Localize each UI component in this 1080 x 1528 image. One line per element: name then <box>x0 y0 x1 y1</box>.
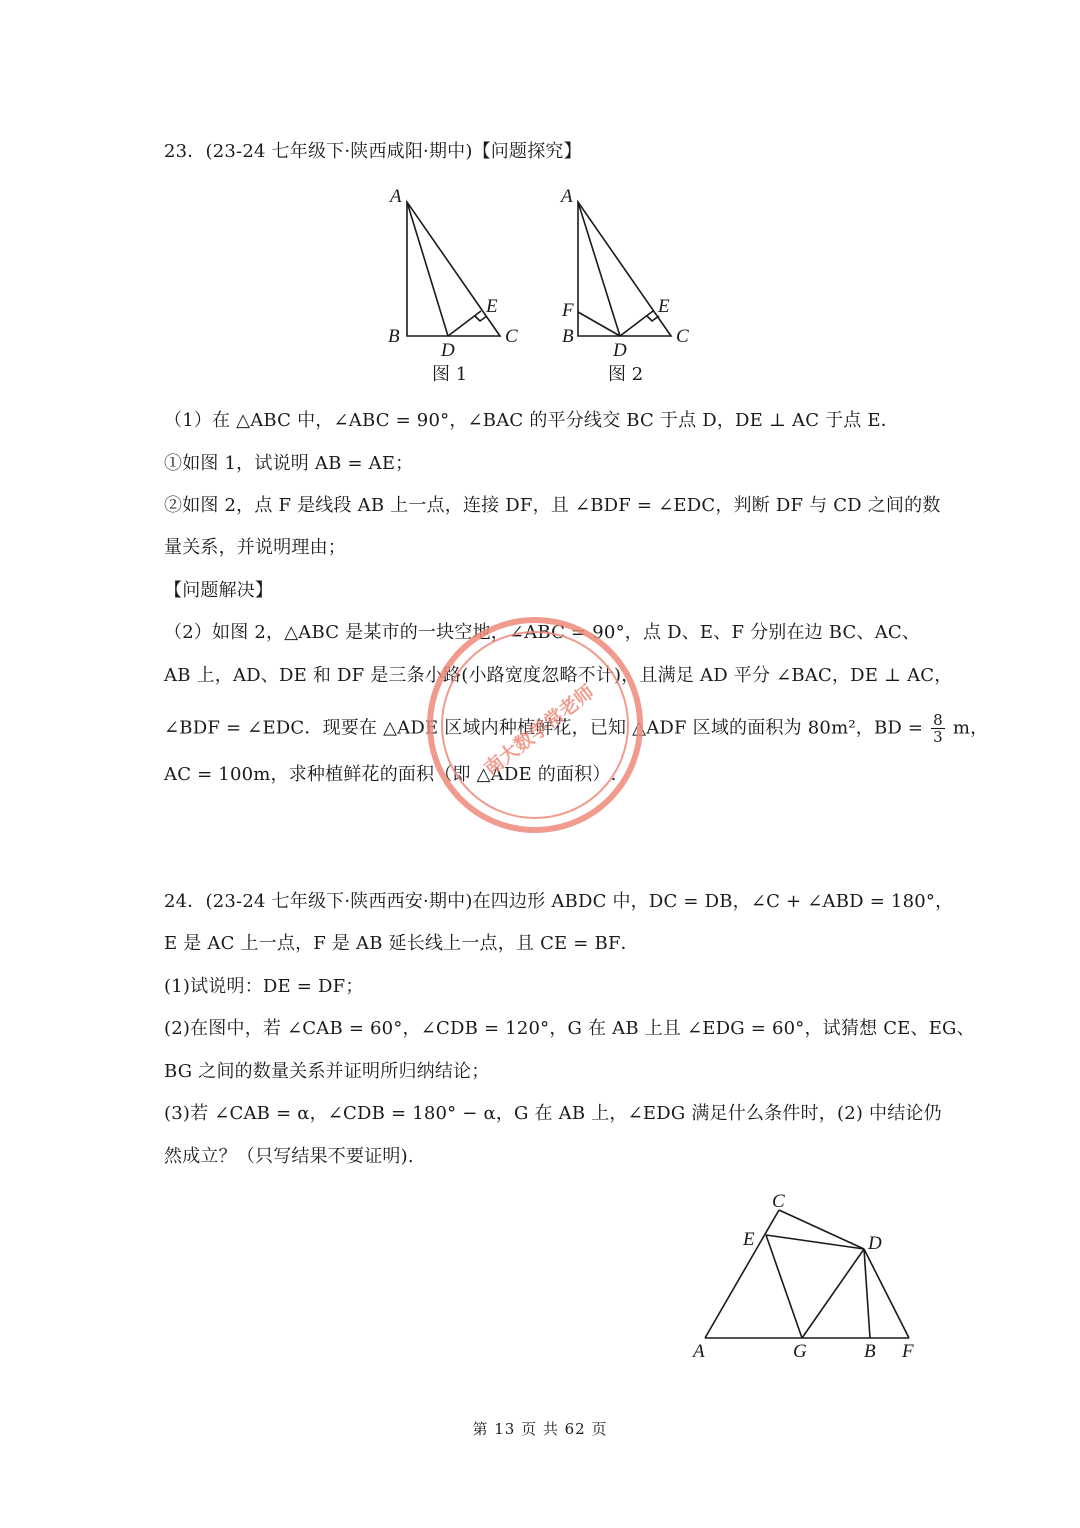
q23-figure-1 <box>380 180 540 361</box>
fig1-label-e: E <box>486 296 498 317</box>
q24-label-b: B <box>864 1341 876 1362</box>
q24-part1: (1)试说明：DE = DF； <box>164 976 364 997</box>
fraction-8-3 <box>931 712 945 745</box>
q23-part1: （1）在 △ABC 中，∠ABC = 90°，∠BAC 的平分线交 BC 于点 D，DE ⊥ AC 于点 E． <box>164 410 899 431</box>
q24-label-d: D <box>868 1233 882 1254</box>
q24-label-a: A <box>693 1341 705 1362</box>
fraction-numerator: 8 <box>933 711 943 729</box>
q23-part1-a: ①如图 1，试说明 AB = AE； <box>164 453 414 474</box>
q24-header: 24．(23-24 七年级下·陕西西安·期中)在四边形 ABDC 中，DC = DB，∠C + ∠ABD = 180°， <box>164 891 954 912</box>
fig2-label-e: E <box>658 296 670 317</box>
q23-part2: （2）如图 2，△ABC 是某市的一块空地，∠ABC = 90°，点 D、E、F 分别在边 BC、AC、 <box>164 622 921 643</box>
q23-part2-line3-text: ∠BDF = ∠EDC．现要在 △ADE 区域内种植鲜花，已知 △ADF 区域的面积为 80m²，BD = <box>164 717 924 739</box>
fig1-label-a: A <box>390 186 402 207</box>
fig2-caption: 图 2 <box>608 364 644 385</box>
q24-part2-cont: BG 之间的数量关系并证明所归纳结论； <box>164 1061 490 1082</box>
q24-label-f: F <box>902 1341 914 1362</box>
q23-figure-2 <box>550 180 710 361</box>
q23-part1-b: ②如图 2，点 F 是线段 AB 上一点，连接 DF，且 ∠BDF = ∠EDC，判断 DF 与 CD 之间的数 <box>164 495 941 516</box>
q24-figure <box>680 1185 930 1370</box>
q24-label-e: E <box>743 1229 755 1250</box>
fig2-label-f: F <box>562 300 574 321</box>
q24-part2: (2)在图中，若 ∠CAB = 60°，∠CDB = 120°，G 在 AB 上且 ∠EDG = 60°，试猜想 CE、EG、 <box>164 1018 975 1039</box>
q24-part3: (3)若 ∠CAB = α，∠CDB = 180° − α，G 在 AB 上，∠EDG 满足什么条件时，(2) 中结论仍 <box>164 1103 942 1124</box>
q23-header: 23．(23-24 七年级下·陕西咸阳·期中)【问题探究】 <box>164 141 582 162</box>
page-footer: 第 13 页 共 62 页 <box>472 1420 608 1438</box>
fig2-label-c: C <box>676 326 689 347</box>
fig2-label-d: D <box>613 340 627 361</box>
fraction-denominator: 3 <box>933 728 943 746</box>
q23-part2-line3-unit: m， <box>952 717 989 739</box>
q23-part1-b-cont: 量关系，并说明理由； <box>164 537 346 558</box>
q23-part2-line4: AC = 100m，求种植鲜花的面积（即 △ADE 的面积）. <box>164 764 617 785</box>
fig1-label-c: C <box>505 326 518 347</box>
q24-line2: E 是 AC 上一点，F 是 AB 延长线上一点，且 CE = BF． <box>164 933 639 954</box>
fig1-label-b: B <box>388 326 400 347</box>
fig1-caption: 图 1 <box>432 364 468 385</box>
fig1-label-d: D <box>441 340 455 361</box>
fig2-label-b: B <box>562 326 574 347</box>
q24-label-c: C <box>772 1191 785 1212</box>
q23-part2-line2: AB 上，AD、DE 和 DF 是三条小路(小路宽度忽略不计)，且满足 AD 平分 ∠BAC，DE ⊥ AC， <box>164 665 953 686</box>
watermark-text: 南大数学常老师 <box>480 680 599 781</box>
q23-section-heading: 【问题解决】 <box>164 580 274 601</box>
fig2-label-a: A <box>561 186 573 207</box>
q24-label-g: G <box>793 1341 807 1362</box>
q24-part3-cont: 然成立？（只写结果不要证明). <box>164 1146 414 1167</box>
watermark-stamp <box>420 610 650 840</box>
